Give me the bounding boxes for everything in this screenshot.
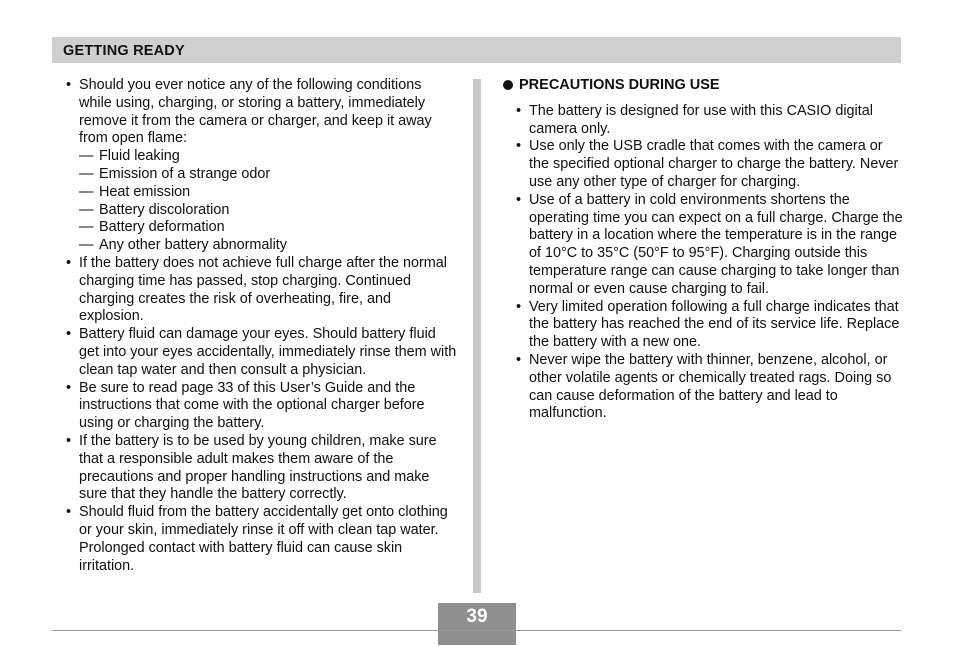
condition-text: Any other battery abnormality bbox=[99, 237, 287, 254]
dash-icon: — bbox=[79, 237, 94, 254]
list-item bbox=[516, 103, 903, 139]
bullet-icon: • bbox=[66, 432, 72, 449]
bullet-icon: • bbox=[66, 254, 72, 271]
section-title bbox=[503, 77, 903, 95]
bullet-icon: • bbox=[66, 77, 72, 93]
condition-item bbox=[66, 166, 458, 184]
list-item bbox=[516, 138, 903, 191]
dash-icon: — bbox=[79, 201, 94, 218]
list-item bbox=[66, 255, 458, 326]
list-item bbox=[66, 326, 458, 379]
condition-item bbox=[66, 202, 458, 220]
section-header-title: GETTING READY bbox=[63, 43, 185, 59]
condition-item bbox=[66, 219, 458, 237]
bullet-text: Should fluid from the battery accidentally get onto clothing or your skin, immediately rinse it off with clean tap water. Prolonged contact with battery fluid can cause skin irritation. bbox=[79, 504, 448, 574]
condition-text: Heat emission bbox=[99, 183, 191, 200]
bullet-text: Use only the USB cradle that comes with the camera or the specified optional charger to charge the battery. Never use any other type of charger for charging. bbox=[529, 138, 899, 190]
page-number-badge bbox=[438, 603, 516, 645]
bullet-text: The battery is designed for use with this CASIO digital camera only. bbox=[529, 102, 873, 137]
page-number: 39 bbox=[466, 606, 488, 627]
bullet-text: Be sure to read page 33 of this User’s Guide and the instructions that come with the optional charger before using or charging the battery. bbox=[79, 379, 425, 432]
dash-icon: — bbox=[79, 183, 94, 200]
bullet-text: If the battery is to be used by young children, make sure that a responsible adult makes them aware of the precautions and proper handling instructions and make sure that they handle the battery correctly. bbox=[79, 432, 437, 503]
bullet-icon: • bbox=[66, 504, 72, 521]
bullet-text: Battery fluid can damage your eyes. Should battery fluid get into your eyes accidentally, immediately rinse them with clean tap water and then consult a physician. bbox=[79, 326, 457, 378]
condition-item bbox=[66, 237, 458, 255]
section-title-text: PRECAUTIONS DURING USE bbox=[519, 77, 720, 93]
list-item bbox=[66, 77, 458, 148]
condition-text: Battery discoloration bbox=[99, 201, 230, 218]
bullet-icon: • bbox=[516, 191, 522, 208]
precautions-list bbox=[503, 103, 903, 423]
header-bar bbox=[52, 37, 901, 63]
bullet-text: Use of a battery in cold environments shortens the operating time you can expect on a full charge. Charge the battery in a location where the temperature is in the range of 10°C to 35°C (50°F to 95°F). Charging outside this temperature range can cause charging to take longer than normal or even cause charging to fail. bbox=[529, 191, 903, 297]
condition-item bbox=[66, 148, 458, 166]
bullet-text: Should you ever notice any of the following conditions while using, charging, or storing a battery, immediately remove it from the camera or charger, and keep it away from open flame: bbox=[79, 77, 432, 147]
bullet-icon: • bbox=[66, 379, 72, 396]
bullet-icon: • bbox=[516, 298, 522, 315]
bullet-icon: • bbox=[516, 138, 522, 155]
list-item bbox=[516, 299, 903, 352]
condition-text: Fluid leaking bbox=[99, 148, 180, 165]
right-column bbox=[503, 77, 903, 423]
bullet-text: If the battery does not achieve full charge after the normal charging time has passed, stop charging. Continued charging creates the risk of overheating, fire, and explosion. bbox=[79, 254, 447, 325]
list-item bbox=[66, 380, 458, 433]
list-item bbox=[66, 433, 458, 504]
bullet-text: Very limited operation following a full charge indicates that the battery has reached the end of its service life. Replace the battery with a new one. bbox=[529, 298, 900, 351]
dash-icon: — bbox=[79, 165, 94, 182]
filled-circle-icon bbox=[503, 80, 513, 90]
list-item bbox=[516, 352, 903, 423]
condition-text: Emission of a strange odor bbox=[99, 165, 271, 182]
dash-icon: — bbox=[79, 219, 94, 236]
condition-text: Battery deformation bbox=[99, 219, 225, 236]
list-item bbox=[66, 504, 458, 575]
column-divider bbox=[473, 79, 481, 593]
left-column bbox=[66, 77, 458, 575]
condition-item bbox=[66, 184, 458, 202]
page-number-box-bottom bbox=[438, 631, 516, 645]
bullet-text: Never wipe the battery with thinner, benzene, alcohol, or other volatile agents or chemically treated rags. Doing so can cause deformation of the battery and lead to malfunction. bbox=[529, 351, 892, 422]
bullet-icon: • bbox=[516, 351, 522, 368]
bullet-icon: • bbox=[516, 102, 522, 119]
bullet-icon: • bbox=[66, 326, 72, 343]
list-item bbox=[516, 192, 903, 299]
dash-icon: — bbox=[79, 148, 94, 165]
